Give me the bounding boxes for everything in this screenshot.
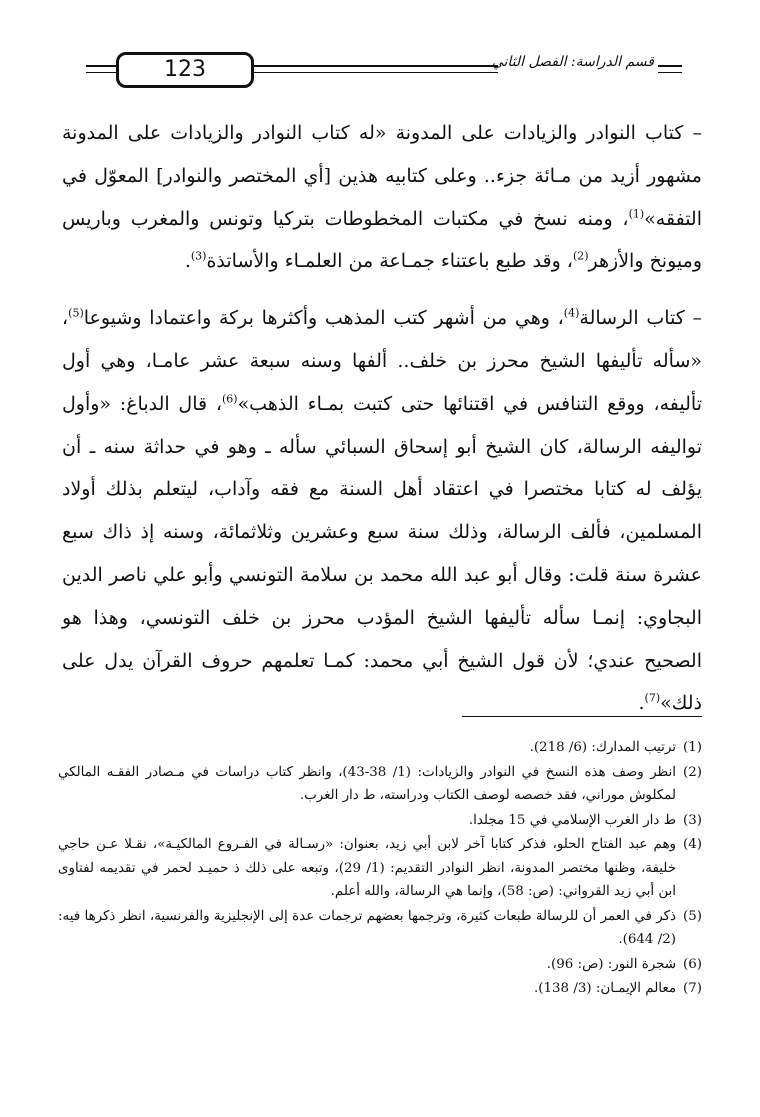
footnotes-list — [58, 736, 702, 1002]
footnote-text: ط دار الغرب الإسلامي في 15 مجلدا. — [468, 812, 676, 828]
header-rule-middle-bottom — [252, 72, 498, 73]
header-rule-left-bottom — [86, 72, 120, 73]
header-rule-right-top — [658, 65, 682, 67]
footnote-reference: (3) — [190, 250, 207, 264]
footnote — [58, 833, 702, 904]
footnote — [58, 905, 702, 952]
text-segment: – كتاب النوادر والزيادات على المدونة «له كتاب النوادر والزيادات على المدونة مشهور أزيد من مـائة جزء.. وعلى كتابيه هذين [أي المختصر والنوادر] المعوّل في التفقه» — [62, 122, 702, 230]
footnote — [58, 761, 702, 808]
footnote-reference: (5) — [68, 306, 84, 320]
footnote-text: شجرة النور: (ص: 96). — [546, 956, 676, 972]
footnote — [58, 953, 702, 977]
footnote-number: (1) — [683, 740, 702, 755]
footnote-number: (2) — [683, 764, 702, 780]
footnote-reference: (7) — [644, 692, 661, 706]
footnote — [58, 809, 702, 833]
footnote-text: معالم الإيمـان: (3/ 138). — [534, 981, 676, 996]
text-segment: . — [638, 692, 645, 715]
footnote-reference: (4) — [563, 306, 580, 320]
footnote-separator — [462, 716, 702, 717]
footnote-number: (6) — [683, 956, 702, 972]
footnote-reference: (1) — [628, 207, 645, 221]
footnote-text: انظر وصف هذه النسخ في النوادر والزيادات: (1/ 38-43)، وانظر كتاب دراسات في مـصادر الفقـه المالكي لمكلوش موراني، فقد خصصه لوصف الكتاب ودراسته، ط دار الغرب. — [58, 764, 676, 803]
footnote-reference: (6) — [221, 392, 238, 406]
header-rule-right-bottom — [658, 72, 682, 73]
body-paragraph — [62, 297, 702, 725]
footnote-number: (3) — [683, 812, 702, 828]
text-segment: . — [184, 250, 191, 273]
header-rule-left-top — [86, 65, 120, 67]
header-rule-middle-top — [252, 65, 498, 67]
footnote-text: ترتيب المدارك: (6/ 218). — [529, 740, 676, 755]
footnote-number: (4) — [683, 837, 702, 852]
running-title: قسم الدراسة: الفصل الثاني — [491, 54, 654, 70]
text-segment: ، ومنه نسخ في مكتبات المخطوطات بتركيا وتونس والمغرب وباريس وميونخ والأزهر — [62, 207, 702, 273]
footnote — [58, 736, 702, 760]
page-header — [86, 52, 682, 92]
page-number: 123 — [116, 52, 254, 88]
text-segment: – كتاب الرسالة — [579, 307, 702, 330]
footnote-text: وهم عبد الفتاح الحلو، فذكر كتابا آخر لابن أبي زيد، بعنوان: «رسـالة في الفـروع المالكيـة»، نقـلا عـن حاجي خليفة، وظنها مختصر المدونة، انظر النوادر التقديم: (1/ 29)، وتبعه على ذلك ذ حميـد لحمر في تقديمه لفتاوى ابن أبي زيد القرواني: (ص: 58)، وإنما هي الرسالة، والله أعلم. — [58, 837, 676, 899]
main-text — [62, 112, 702, 725]
footnote-number: (7) — [683, 981, 702, 996]
footnote-text: ذكر في العمر أن للرسالة طبعات كثيرة، وترجمها بعضهم ترجمات عدة إلى الإنجليزية والفرنسية، انظر ذكرها فيه: (2/ 644). — [58, 908, 676, 947]
footnote-reference: (2) — [572, 250, 589, 264]
text-segment: ، وهي من أشهر كتب المذهب وأكثرها بركة واعتمادا وشيوعا — [83, 307, 564, 330]
footnote-number: (5) — [683, 908, 702, 924]
text-segment: ، قال الدباغ: «وأول تواليفه الرسالة، كان الشيخ أبو إسحاق السبائي سأله ـ وهو في حداثة سنه ـ أن يؤلف له كتابا مختصرا في اعتقاد أهل السنة مع فقه وآداب، ليتعلم بذلك أولاد المسلمين، فألف الرسالة، وذلك سنة سبع وعشرين وثلاثمائة، وسنه إذ ذاك سبع عشرة سنة قلت: وقال أبو عبد الله محمد بن سلامة التونسي وأبو علي ناصر الدين البجاوي: إنمـا سأله تأليفها الشيخ المؤدب محرز بن خلف التونسي، وهذا هو الصحيح عندي؛ لأن قول الشيخ أبي محمد: كمـا تعلمهم حروف القرآن يدل على ذلك» — [62, 392, 702, 715]
text-segment: ، «سأله تأليفها الشيخ محرز بن خلف.. ألفها وسنه سبعة عشر عامـا، وهي أول تأليفه، ووقع التنافس في اقتنائها حتى كتبت بمـاء الذهب» — [62, 307, 703, 415]
text-segment: ، وقد طبع باعتناء جمـاعة من العلمـاء والأساتذة — [206, 250, 573, 273]
footnote — [58, 977, 702, 1001]
body-paragraph — [62, 112, 702, 283]
